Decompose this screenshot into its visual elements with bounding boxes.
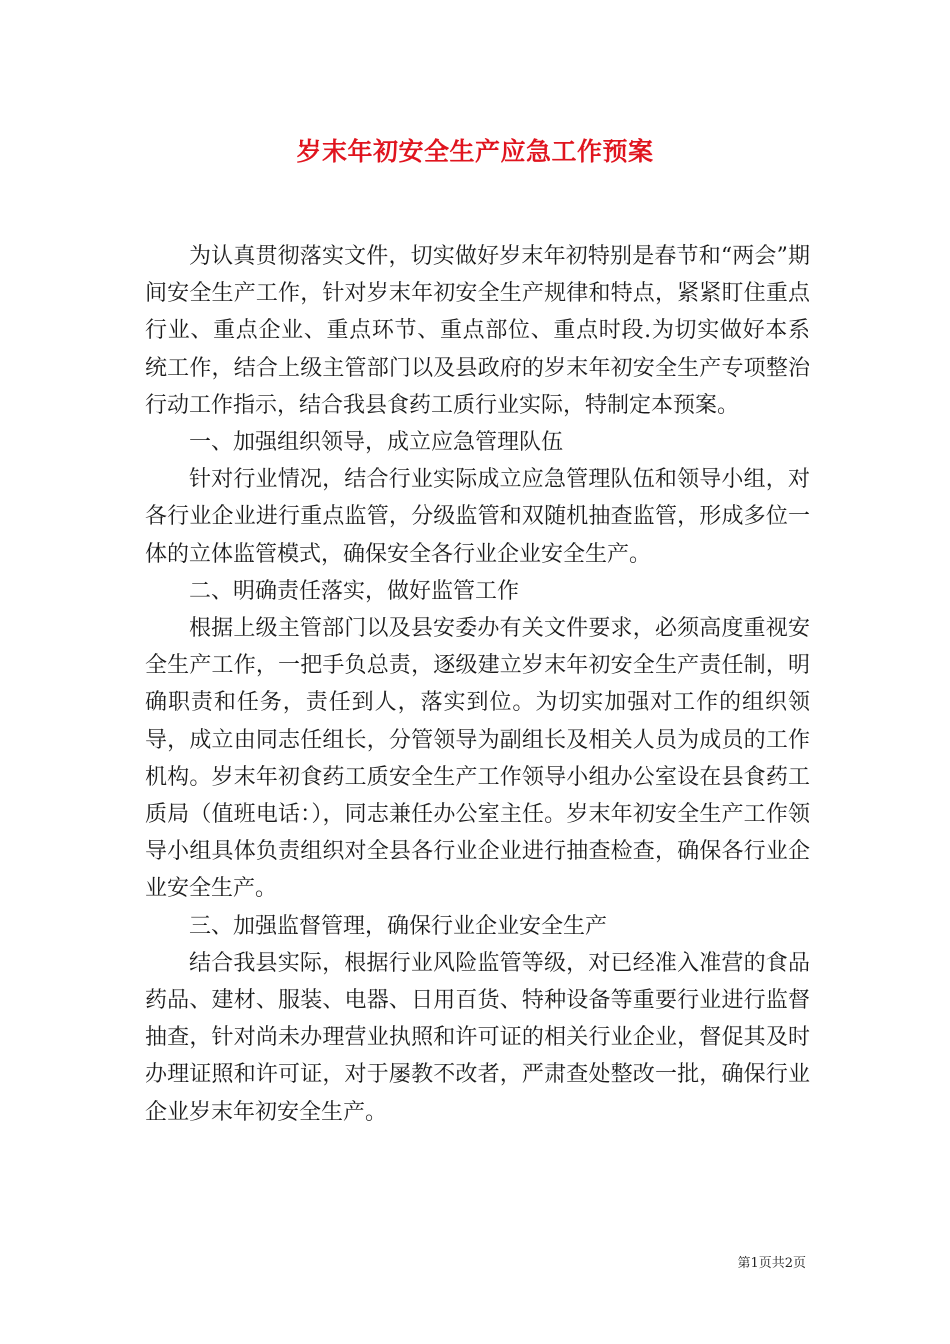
document-body <box>145 238 810 1131</box>
section-heading-2: 二、明确责任落实，做好监管工作 <box>189 578 520 604</box>
intro-paragraph: 为认真贯彻落实文件，切实做好岁末年初特别是春节和“两会”期间安全生产工作，针对岁末年初安全生产规律和特点，紧紧盯住重点行业、重点企业、重点环节、重点部位、重点时段.为切实做好本系统工作，结合上级主管部门以及县政府的岁末年初安全生产专项整治行动工作指示，结合我县食药工质行业实际，特制定本预案。 <box>145 244 810 418</box>
section-heading-1: 一、加强组织领导，成立应急管理队伍 <box>189 430 564 456</box>
section-paragraph-3: 结合我县实际，根据行业风险监管等级，对已经准入准营的食品药品、建材、服装、电器、日用百货、特种设备等重要行业进行监督抽查，针对尚未办理营业执照和许可证的相关行业企业，督促其及时办理证照和许可证，对于屡教不改者，严肃查处整改一批，确保行业企业岁末年初安全生产。 <box>145 950 810 1125</box>
page-number: 第1页共2页 <box>737 1256 806 1271</box>
document-title: 岁末年初安全生产应急工作预案 <box>296 137 654 166</box>
section-heading-3: 三、加强监督管理，确保行业企业安全生产 <box>189 913 608 939</box>
section-paragraph-2: 根据上级主管部门以及县安委办有关文件要求，必须高度重视安全生产工作，一把手负总责，逐级建立岁末年初安全生产责任制，明确职责和任务，责任到人，落实到位。为切实加强对工作的组织领导，成立由同志任组长，分管领导为副组长及相关人员为成员的工作机构。岁末年初食药工质安全生产工作领导小组办公室设在县食药工质局（值班电话：），同志兼任办公室主任。岁末年初安全生产工作领导小组具体负责组织对全县各行业企业进行抽查检查，确保各行业企业安全生产。 <box>145 616 810 902</box>
section-paragraph-1: 针对行业情况，结合行业实际成立应急管理队伍和领导小组，对各行业企业进行重点监管，分级监管和双随机抽查监管，形成多位一体的立体监管模式，确保安全各行业企业安全生产。 <box>145 467 810 567</box>
